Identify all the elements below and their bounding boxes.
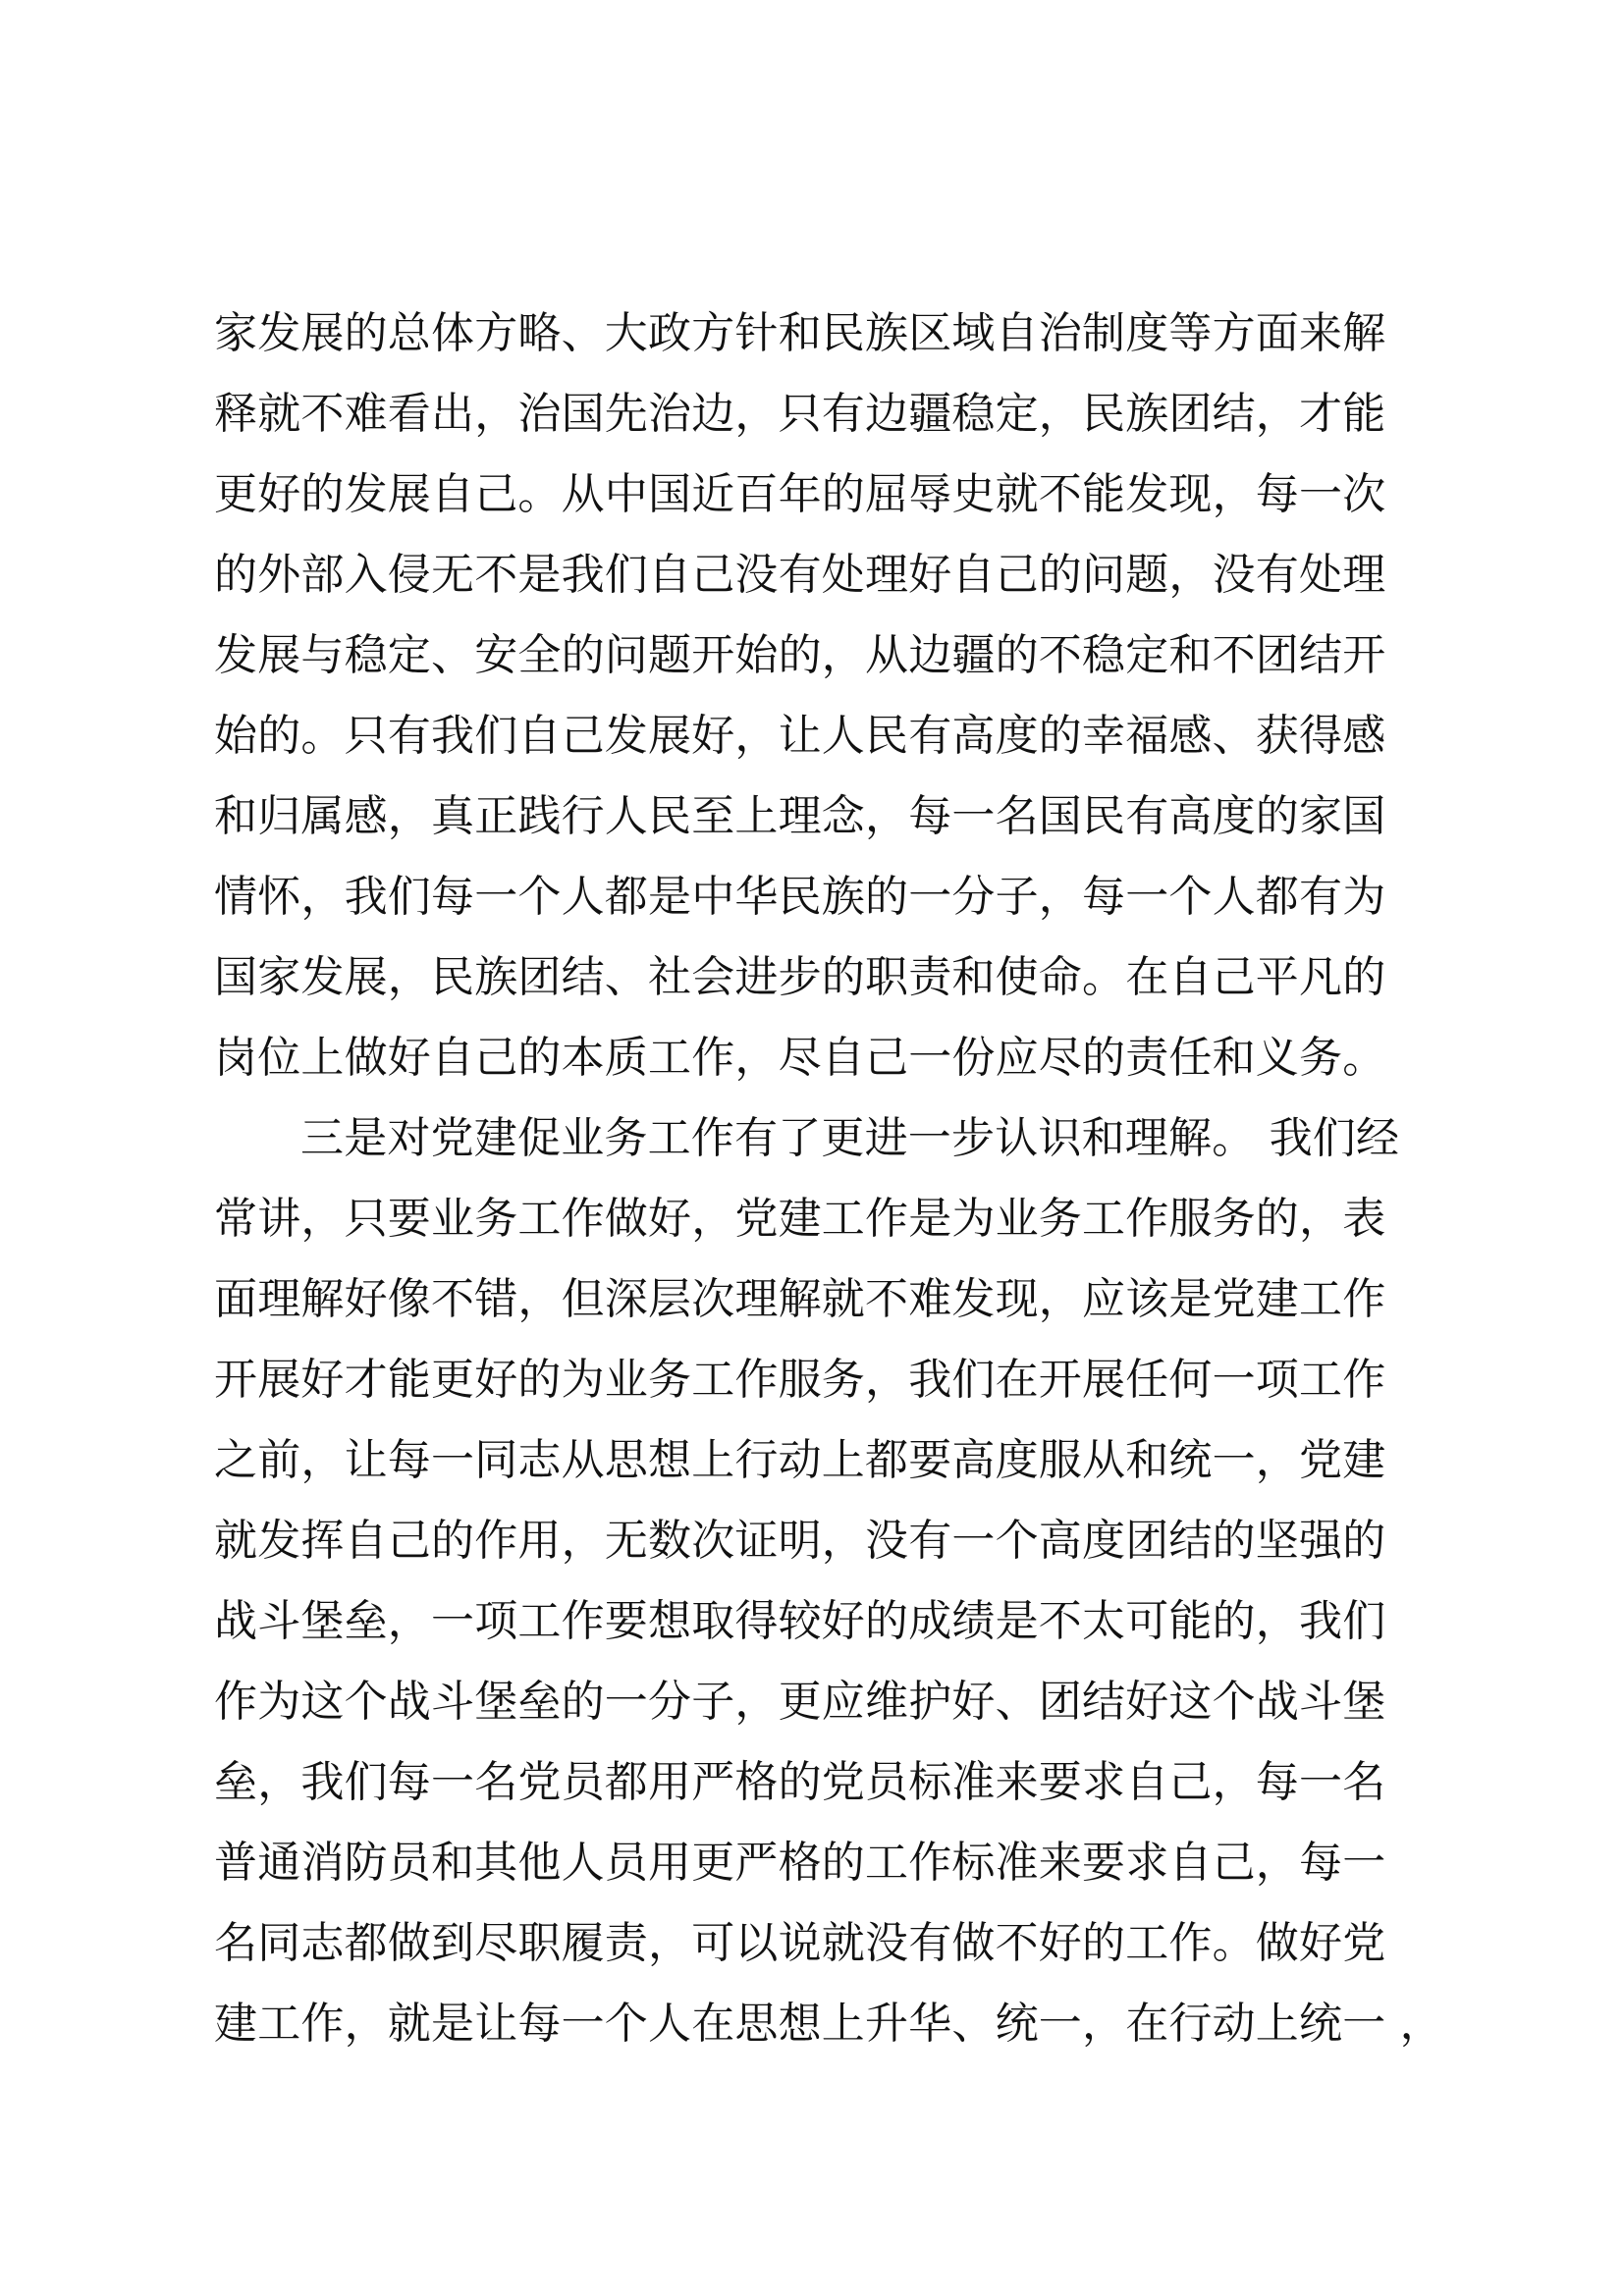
- text-line: 家发展的总体方略、大政方针和民族区域自治制度等方面来解: [214, 308, 1386, 358]
- text-line: 释就不难看出，治国先治边，只有边疆稳定，民族团结，才能: [214, 389, 1386, 439]
- text-line: 就发挥自己的作用，无数次证明，没有一个高度团结的坚强的: [214, 1516, 1386, 1566]
- text-line: 垒，我们每一名党员都用严格的党员标准来要求自己，每一名: [214, 1757, 1386, 1807]
- text-line: 发展与稳定、安全的问题开始的，从边疆的不稳定和不团结开: [214, 630, 1386, 680]
- body-text: [214, 294, 1451, 2064]
- text-line: 的外部入侵无不是我们自己没有处理好自己的问题，没有处理: [214, 550, 1386, 600]
- text-line: 情怀，我们每一个人都是中华民族的一分子，每一个人都有为: [214, 872, 1386, 922]
- text-line: 国家发展，民族团结、社会进步的职责和使命。在自己平凡的: [214, 952, 1386, 1002]
- paragraph-start-line: 三是对党建促业务工作有了更进一步认识和理解。 我们经: [300, 1113, 1400, 1163]
- text-line: 开展好才能更好的为业务工作服务，我们在开展任何一项工作: [214, 1355, 1386, 1405]
- text-line: 更好的发展自己。从中国近百年的屈辱史就不能发现，每一次: [214, 469, 1386, 519]
- text-line: 普通消防员和其他人员用更严格的工作标准来要求自己，每一: [214, 1838, 1386, 1888]
- text-line: 始的。只有我们自己发展好，让人民有高度的幸福感、获得感: [214, 711, 1386, 761]
- text-line: 战斗堡垒，一项工作要想取得较好的成绩是不太可能的，我们: [214, 1596, 1386, 1646]
- text-line: 之前，让每一同志从思想上行动上都要高度服从和统一，党建: [214, 1435, 1386, 1485]
- text-line: 面理解好像不错，但深层次理解就不难发现，应该是党建工作: [214, 1274, 1386, 1324]
- text-line: 名同志都做到尽职履责，可以说就没有做不好的工作。做好党: [214, 1918, 1386, 1968]
- text-line: 建工作，就是让每一个人在思想上升华、统一，在行动上统一 ，: [214, 1999, 1443, 2049]
- text-line: 岗位上做好自己的本质工作，尽自己一份应尽的责任和义务。: [214, 1033, 1386, 1083]
- text-line: 常讲，只要业务工作做好，党建工作是为业务工作服务的，表: [214, 1194, 1386, 1244]
- text-line: 和归属感，真正践行人民至上理念，每一名国民有高度的家国: [214, 791, 1386, 841]
- text-line: 作为这个战斗堡垒的一分子，更应维护好、团结好这个战斗堡: [214, 1677, 1386, 1727]
